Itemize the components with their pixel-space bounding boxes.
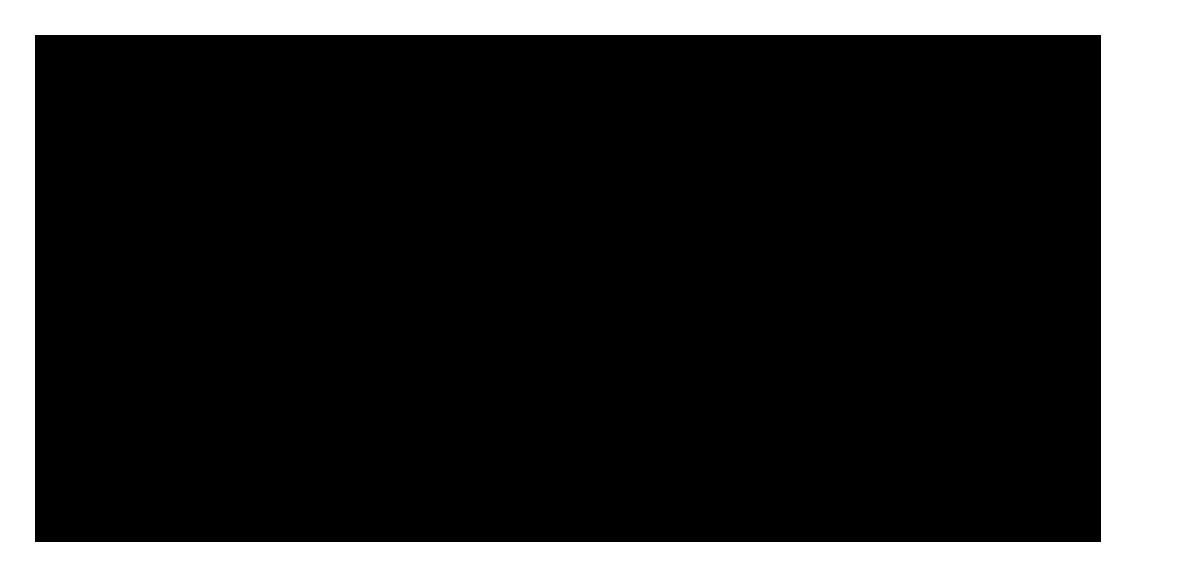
- colorbar: [1106, 35, 1160, 542]
- x-axis: [35, 546, 1101, 566]
- y-axis: [0, 35, 30, 542]
- heatmap-grid: [35, 35, 1101, 542]
